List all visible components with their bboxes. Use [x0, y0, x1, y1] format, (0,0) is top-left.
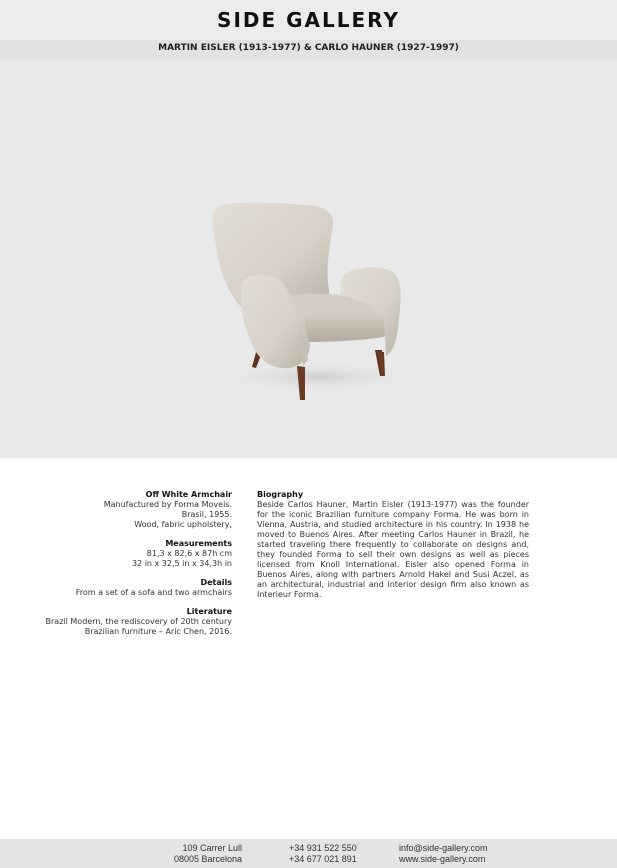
info-line: Wood, fabric upholstery,: [134, 520, 232, 529]
biography-heading: Biography: [257, 490, 304, 499]
phone-number[interactable]: +34 677 021 891: [289, 854, 357, 864]
biography-section: [257, 490, 529, 600]
measurements-heading: Measurements: [165, 539, 232, 548]
website-link[interactable]: www.side-gallery.com: [399, 854, 486, 864]
header-band: [0, 0, 617, 40]
phone-number[interactable]: +34 931 522 550: [289, 843, 357, 853]
details-line: From a set of a sofa and two armchairs: [75, 588, 232, 597]
literature-line: Brazil Modern, the rediscovery of 20th century: [45, 617, 232, 626]
artwork-details: [40, 490, 232, 637]
measurement-line: 81,3 x 82,6 x 87h cm: [146, 549, 232, 558]
footer-phones: [289, 843, 357, 865]
product-photo: [0, 60, 617, 458]
info-line: Manufactured by Forma Moveis.: [103, 500, 232, 509]
literature-line: Brazilian furniture – Aric Chen, 2016.: [84, 627, 232, 636]
brand-title: SIDE GALLERY: [217, 8, 400, 32]
measurement-line: 32 in x 32,5 in x 34,3h in: [131, 559, 232, 568]
info-line: Brasil, 1955.: [181, 510, 232, 519]
footer: [0, 839, 617, 868]
seat-cushion-front: [304, 312, 388, 343]
artists-title: MARTIN EISLER (1913-1977) & CARLO HAUNER (1927-1997): [158, 43, 459, 53]
footer-contact: [399, 843, 488, 865]
address-line: 08005 Barcelona: [173, 854, 242, 864]
artwork-title: Off White Armchair: [145, 490, 232, 499]
literature-heading: Literature: [186, 607, 232, 616]
artists-band: [0, 40, 617, 60]
footer-address: [150, 843, 242, 865]
details-heading: Details: [200, 578, 232, 587]
floor-shadow: [208, 361, 428, 393]
email-link[interactable]: info@side-gallery.com: [399, 843, 488, 853]
biography-text: Beside Carlos Hauner, Martin Eisler (1913-1977) was the founder for the iconic Brazilian furniture company Forma. He was born in Vienna, Austria, and studied architecture in his country. In 1938 he moved to Buenos Aires. After meeting Carlos Hauner in Brazil, he started traveling there frequently to collaborate on designs and, they founded Forma to sell their own designs as well as pieces licensed from Knoll International. Eisler also opened Forma in Buenos Aires, along with partners Arnold Hakel and Susi Aczel, as an architectural, industrial and interior design firm also known as Interieur Forma.: [257, 500, 529, 599]
armchair-illustration: [0, 60, 617, 458]
address-line: 109 Carrer Lull: [182, 843, 242, 853]
